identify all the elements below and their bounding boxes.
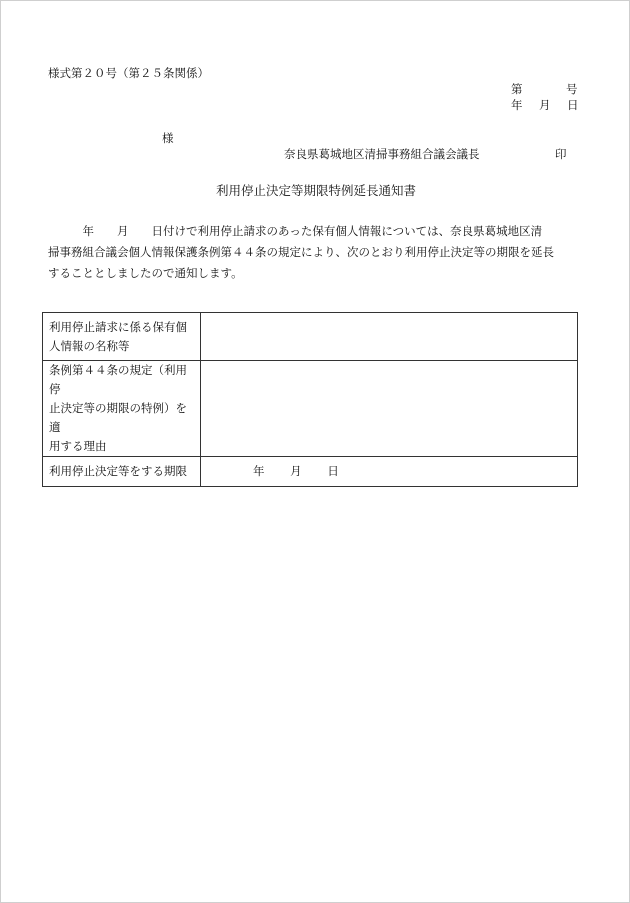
row-value-info-name [201,313,578,361]
row-value-reason [201,361,578,457]
addressee-honorific: 様 [162,131,174,145]
form-number: 様式第２０号（第２５条関係） [48,66,209,80]
deadline-day-label: 日 [327,464,339,478]
body-line-2: 掃事務組合議会個人情報保護条例第４４条の規定により、次のとおり利用停止決定等の期限を延長 [48,245,554,259]
row-label-deadline: 利用停止決定等をする期限 [43,457,201,487]
table-row [43,457,578,487]
label-line: 用する理由 [49,439,107,453]
doc-number-suffix: 号 [566,82,578,96]
label-line: 条例第４４条の規定（利用停 [49,363,187,396]
row-label-reason [43,361,201,457]
row-label-info-name [43,313,201,361]
label-line: 利用停止請求に係る保有個 [49,319,187,334]
seal-mark: 印 [555,147,567,161]
sender-name: 奈良県葛城地区清掃事務組合議会議長 [284,147,480,161]
label-line: 止決定等の期限の特例）を適 [49,401,187,434]
date-month-label: 月 [539,98,551,112]
info-table [42,312,578,487]
document-title: 利用停止決定等期限特例延長通知書 [215,183,416,198]
date-day-label: 日 [567,98,579,112]
deadline-year-label: 年 [253,464,265,478]
table-row [43,313,578,361]
label-line: 人情報の名称等 [49,338,130,353]
body-paragraph [48,221,583,284]
doc-number-prefix: 第 [511,82,523,96]
row-value-deadline [201,457,578,487]
deadline-month-label: 月 [290,464,302,478]
body-line-3: することとしましたので通知します。 [48,266,243,280]
date-year-label: 年 [511,98,523,112]
table-row [43,361,578,457]
body-line-1: 年 月 日付けで利用停止請求のあった保有個人情報については、奈良県葛城地区清 [48,224,543,238]
